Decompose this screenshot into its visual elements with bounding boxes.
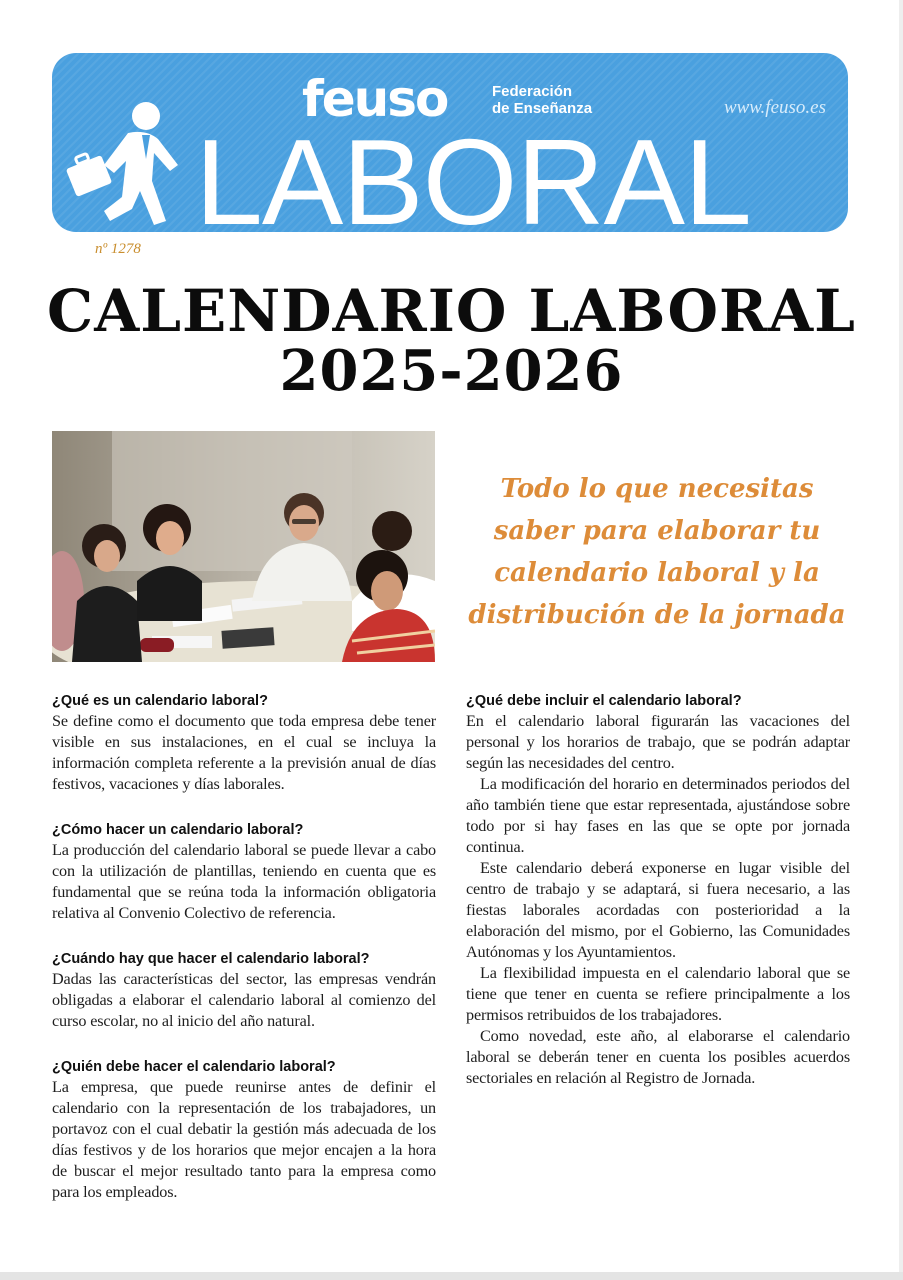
feuso-logo: feuso <box>302 70 448 128</box>
meeting-photo <box>52 431 435 662</box>
section-text: Se define como el documento que toda empresa debe tener visible en sus instalaciones, en el cual se incluya la información completa referente a la previsión anual de días festivos, vacaciones y días laborales. <box>52 712 436 793</box>
section-text: La modificación del horario en determinados periodos del año también tiene que estar representada, ajustándose sobre todo por si hay fases en las que se opte por jornada continua. <box>466 775 850 856</box>
page-title-years: 2025-2026 <box>279 338 624 404</box>
section-text: La producción del calendario laboral se puede llevar a cabo con la utilización de plantillas, teniendo en cuenta que es fundamental que se reúna toda la información obligatoria relativa al Convenio Colectivo de referencia. <box>52 841 436 922</box>
section-heading: ¿Cuándo hay que hacer el calendario laboral? <box>52 951 370 967</box>
section-heading: ¿Qué debe incluir el calendario laboral? <box>466 693 742 709</box>
subtitle-line: saber para elaborar tu <box>493 516 821 546</box>
section-heading: ¿Cómo hacer un calendario laboral? <box>52 822 304 838</box>
subtitle-line: Todo lo que necesitas <box>500 474 814 504</box>
logo-subtitle-line-2: de Enseñanza <box>492 100 593 117</box>
section-text: Como novedad, este año, al elaborarse el calendario laboral se deberán tener en cuenta los posibles acuerdos sectoriales en relación al Registro de Jornada. <box>466 1027 850 1087</box>
subtitle <box>454 468 860 636</box>
section-text: La empresa, que puede reunirse antes de definir el calendario con la representación de los trabajadores, un portavoz con el cual debatir la gestión más adecuada de los días festivos y de los horarios que mejor encajen a la hora de buscar el mejor resultado tanto para la empresa como para los empleados. <box>52 1078 436 1201</box>
website-link[interactable]: www.feuso.es <box>723 97 826 118</box>
subtitle-line: distribución de la jornada <box>468 600 846 630</box>
header-banner <box>52 53 848 232</box>
right-column <box>466 691 850 1089</box>
section-text: En el calendario laboral figurarán las vacaciones del personal y los horarios de trabajo, que se podrán adaptar según las necesidades del centro. <box>466 712 850 772</box>
logo-subtitle-line-1: Federación <box>492 83 573 100</box>
issue-number: nº 1278 <box>95 241 141 257</box>
section-heading: ¿Quién debe hacer el calendario laboral? <box>52 1059 336 1075</box>
page-edge <box>899 0 903 1280</box>
section-text: Este calendario deberá exponerse en lugar visible del centro de trabajo y se adaptará, si fuera necesario, a las fiestas laborales acordadas con posterioridad a la elaboración del mismo, por el Gobierno, las Comunidades Autónomas y los Ayuntamientos. <box>466 859 850 961</box>
logo-subtitle <box>492 83 592 117</box>
runner-with-briefcase-icon <box>66 99 191 229</box>
left-column <box>52 691 436 1203</box>
publication-title: LABORAL <box>195 114 751 232</box>
section-text: La flexibilidad impuesta en el calendario laboral que se tiene que tener en cuenta se refiere principalmente a los permisos retribuidos de los trabajadores. <box>466 964 850 1024</box>
section-heading: ¿Qué es un calendario laboral? <box>52 693 268 709</box>
subtitle-line: calendario laboral y la <box>494 558 820 588</box>
meeting-photo-illustration <box>52 431 435 662</box>
section-text: Dadas las características del sector, las empresas vendrán obligadas a elaborar el calendario laboral al comienzo del curso escolar, no al inicio del año natural. <box>52 970 436 1030</box>
page-title: CALENDARIO LABORAL <box>47 277 856 345</box>
page-bottom-edge <box>0 1272 903 1280</box>
